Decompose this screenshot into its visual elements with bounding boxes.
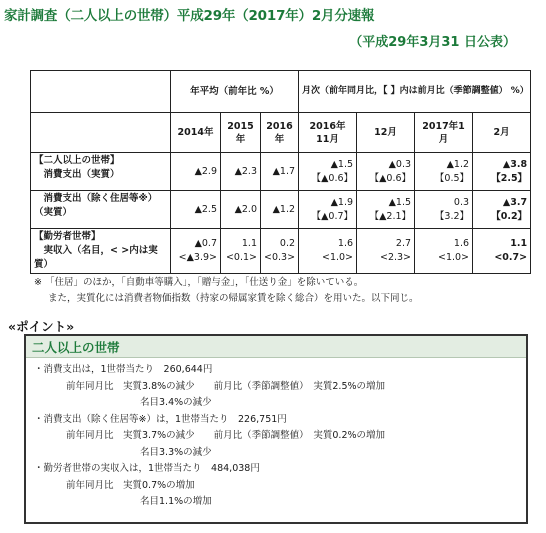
cell-value: 【0.2】	[491, 210, 528, 222]
row-label	[31, 191, 171, 229]
cell-value: ▲3.8	[502, 158, 528, 170]
table-cell	[357, 229, 415, 274]
row-label-part: 質）	[34, 259, 54, 270]
cell-value: ▲2.5	[194, 203, 217, 215]
statistics-table	[30, 70, 531, 274]
cell-value: 【2.5】	[491, 172, 528, 184]
table-cell	[415, 153, 473, 191]
table-cell	[473, 153, 531, 191]
cell-value: ▲2.9	[194, 165, 217, 177]
cell-value: ▲1.7	[272, 165, 296, 177]
month-header-part: 11月	[316, 133, 339, 145]
cell-value: 1.1	[510, 238, 528, 249]
table-cell	[221, 191, 261, 229]
month-header	[357, 113, 415, 153]
cell-value: 【3.2】	[434, 210, 470, 222]
summary-line: ・消費支出（除く住居等※）は，1世帯当たり 226,751円	[34, 413, 287, 425]
cell-value: ▲1.5	[330, 158, 354, 170]
year-header-part: 年	[274, 133, 285, 145]
row-label	[31, 229, 171, 274]
cell-value: 【▲0.6】	[369, 172, 412, 184]
summary-line: ・消費支出は，1世帯当たり 260,644円	[34, 364, 213, 375]
table-cell	[473, 229, 531, 274]
cell-value: 【0.5】	[434, 172, 470, 184]
table-cell	[357, 153, 415, 191]
cell-value: ▲2.3	[234, 165, 257, 177]
month-header-part: 2017年1	[422, 120, 465, 132]
cell-value: ▲0.3	[388, 158, 412, 170]
table-cell	[473, 191, 531, 229]
row-label-part: 実収入（名目，< >内は実	[34, 245, 158, 256]
summary-line: 名目3.4%の減少	[140, 397, 212, 408]
row-label-part: 消費支出（実質）	[34, 169, 120, 180]
cell-value: 1.6	[453, 238, 470, 249]
cell-value: 【▲0.6】	[311, 172, 354, 184]
year-header	[171, 113, 221, 153]
table-cell	[171, 229, 221, 274]
cell-value: ▲0.7	[194, 238, 217, 249]
summary-box	[24, 334, 528, 524]
page-title: 家計調査（二人以上の世帯）平成29年（2017年）2月分速報	[4, 8, 375, 24]
table-row	[31, 153, 531, 191]
row-label-part: 【二人以上の世帯】	[34, 155, 120, 166]
cell-value: 0.2	[279, 238, 296, 249]
table-cell	[415, 229, 473, 274]
year-header-part: 年	[235, 133, 246, 145]
table-cell	[171, 191, 221, 229]
cell-value: ▲1.2	[446, 158, 470, 170]
cell-value: <1.0>	[321, 252, 354, 263]
table-row	[31, 229, 531, 274]
table-cell	[261, 229, 299, 274]
summary-line: 名目1.1%の増加	[140, 496, 212, 507]
cell-value: 1.6	[337, 238, 354, 249]
table-cell	[299, 229, 357, 274]
points-heading: «ポイント»	[8, 319, 75, 334]
month-header-part: 月	[438, 133, 449, 145]
year-header-part: 2014年	[177, 127, 214, 138]
table-cell	[221, 153, 261, 191]
header-monthly: 月次（前年同月比，【 】内は前月比（季節調整値） %）	[299, 71, 531, 113]
cell-value: <0.1>	[225, 252, 257, 263]
table-cell	[171, 153, 221, 191]
month-header	[299, 113, 357, 153]
table-cell	[357, 191, 415, 229]
cell-value: ▲3.7	[502, 196, 528, 208]
cell-value: 【▲2.1】	[369, 210, 412, 222]
month-header-part: 2月	[493, 127, 510, 138]
year-header	[221, 113, 261, 153]
cell-value: <0.7>	[494, 252, 528, 263]
cell-value: ▲1.9	[330, 196, 354, 208]
table-cell	[299, 191, 357, 229]
table-corner	[31, 71, 171, 113]
month-header-part: 12月	[374, 127, 397, 138]
note-line-1: ※ 「住居」のほか，「自動車等購入」，「贈与金」，「仕送り金」を除いている。	[34, 277, 364, 288]
summary-box-body	[26, 358, 526, 511]
row-label-part: 【勤労者世帯】	[34, 231, 101, 242]
table-cell	[261, 191, 299, 229]
header-annual: 年平均（前年比 %）	[171, 71, 299, 113]
table-row	[31, 191, 531, 229]
cell-value: ▲2.0	[234, 203, 257, 215]
cell-value: <1.0>	[437, 252, 470, 263]
cell-value: <▲3.9>	[178, 252, 217, 263]
month-header-part: 2016年	[309, 120, 346, 132]
month-header	[473, 113, 531, 153]
notes	[34, 275, 419, 307]
table-cell	[299, 153, 357, 191]
table-cell	[261, 153, 299, 191]
summary-line: 前年同月比 実質3.7%の減少 前月比（季節調整値） 実質0.2%の増加	[66, 430, 386, 441]
summary-line: 名目3.3%の減少	[140, 446, 212, 458]
year-header-part: 2016	[266, 120, 293, 132]
row-label-part: 消費支出（除く住居等※）	[34, 193, 158, 204]
row-label-part: （実質）	[34, 207, 73, 218]
row-label	[31, 153, 171, 191]
cell-value: 1.1	[241, 238, 257, 249]
cell-value: 【▲0.7】	[311, 210, 354, 222]
summary-line: 前年同月比 実質3.8%の減少 前月比（季節調整値） 実質2.5%の増加	[66, 380, 386, 392]
note-line-2: また，実質化には消費者物価指数（持家の帰属家賃を除く総合）を用いた。以下同じ。	[48, 293, 419, 304]
cell-value: 2.7	[395, 238, 412, 249]
summary-line: 前年同月比 実質0.7%の増加	[66, 479, 195, 491]
cell-value: 0.3	[453, 196, 470, 208]
summary-box-heading: 二人以上の世帯	[26, 336, 526, 358]
cell-value: <0.3>	[264, 252, 296, 263]
table-corner-2	[31, 113, 171, 153]
cell-value: <2.3>	[379, 252, 412, 263]
cell-value: ▲1.5	[388, 196, 412, 208]
year-header	[261, 113, 299, 153]
release-date: （平成29年3月31 日公表）	[349, 35, 516, 50]
table-cell	[415, 191, 473, 229]
summary-line: ・勤労者世帯の実収入は，1世帯当たり 484,038円	[34, 463, 260, 474]
table-cell	[221, 229, 261, 274]
year-header-part: 2015	[227, 120, 254, 132]
cell-value: ▲1.2	[272, 203, 296, 215]
month-header	[415, 113, 473, 153]
